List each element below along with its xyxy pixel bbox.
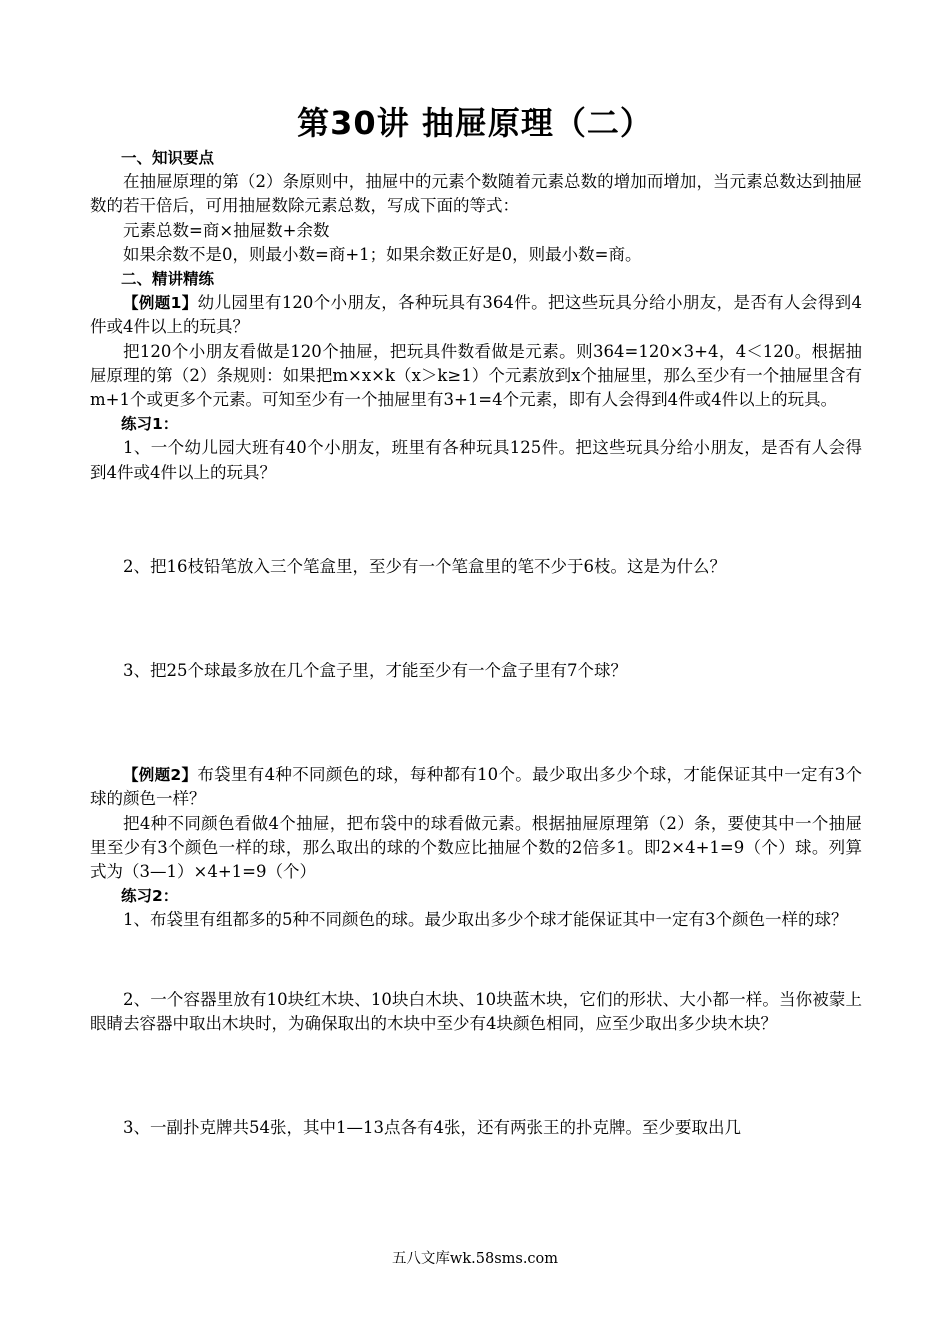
- practice-item: 3、把25个球最多放在几个盒子里，才能至少有一个盒子里有7个球？: [123, 661, 627, 681]
- example-label: 【例题2】: [123, 766, 198, 785]
- section-heading-practice: 二、精讲精练: [121, 270, 215, 289]
- paragraph: 在抽屉原理的第（2）条原则中，抽屉中的元素个数随着元素总数的增加而增加，当元素总数达到抽屉数的若干倍后，可用抽屉数除元素总数，写成下面的等式：: [90, 172, 862, 216]
- example-1-question: [90, 291, 862, 339]
- practice-item: 1、一个幼儿园大班有40个小朋友，班里有各种玩具125件。把这些玩具分给小朋友，是否有人会得到4件或4件以上的玩具？: [90, 438, 862, 482]
- example-text: 幼儿园里有120个小朋友，各种玩具有364件。把这些玩具分给小朋友，是否有人会得到4件或4件以上的玩具？: [90, 293, 862, 337]
- example-2-solution: 把4种不同颜色看做4个抽屉，把布袋中的球看做元素。根据抽屉原理第（2）条，要使其中一个抽屉里至少有3个颜色一样的球，那么取出的球的个数应比抽屉个数的2倍多1。即2×4+1=9（个）球。列算式为（3—1）×4+1=9（个）: [90, 813, 862, 882]
- footer-watermark: 五八文库wk.58sms.com: [391, 1251, 559, 1267]
- practice-2-label: 练习2：: [121, 887, 179, 906]
- practice-item: 3、一副扑克牌共54张，其中1—13点各有4张，还有两张王的扑克牌。至少要取出几: [123, 1118, 741, 1138]
- page-title: 第30讲 抽屉原理（二）: [297, 104, 653, 142]
- practice-item: 1、布袋里有组都多的5种不同颜色的球。最少取出多少个球才能保证其中一定有3个颜色一样的球？: [123, 910, 848, 930]
- answer-space: [90, 579, 862, 659]
- practice-item: 2、一个容器里放有10块红木块、10块白木块、10块蓝木块，它们的形状、大小都一样。当你被蒙上眼睛去容器中取出木块时，为确保取出的木块中至少有4块颜色相同，应至少取出多少块木块？: [90, 989, 862, 1033]
- example-label: 【例题1】: [123, 294, 198, 313]
- answer-space: [90, 485, 862, 555]
- practice-1-label: 练习1：: [121, 415, 179, 434]
- document-body: [90, 146, 862, 1140]
- paragraph: 如果余数不是0，则最小数=商+1；如果余数正好是0，则最小数=商。: [123, 244, 642, 264]
- example-1-solution: 把120个小朋友看做是120个抽屉，把玩具件数看做是元素。则364=120×3+4，4＜120。根据抽屉原理的第（2）条规则：如果把m×x×k（x＞k≥1）个元素放到x个抽屉里，那么至少有一个抽屉里含有m+1个或更多个元素。可知至少有一个抽屉里有3+1=4个元素，即有人会得到4件或4件以上的玩具。: [90, 341, 862, 410]
- answer-space: [90, 1036, 862, 1116]
- section-heading-knowledge: 一、知识要点: [121, 149, 215, 167]
- answer-space: [90, 933, 862, 988]
- answer-space: [90, 683, 862, 763]
- example-2-question: [90, 763, 862, 811]
- practice-item: 2、把16枝铅笔放入三个笔盒里，至少有一个笔盒里的笔不少于6枝。这是为什么？: [123, 556, 726, 576]
- formula-line: 元素总数=商×抽屉数+余数: [123, 220, 330, 240]
- example-text: 布袋里有4种不同颜色的球，每种都有10个。最少取出多少个球，才能保证其中一定有3个球的颜色一样？: [90, 765, 862, 809]
